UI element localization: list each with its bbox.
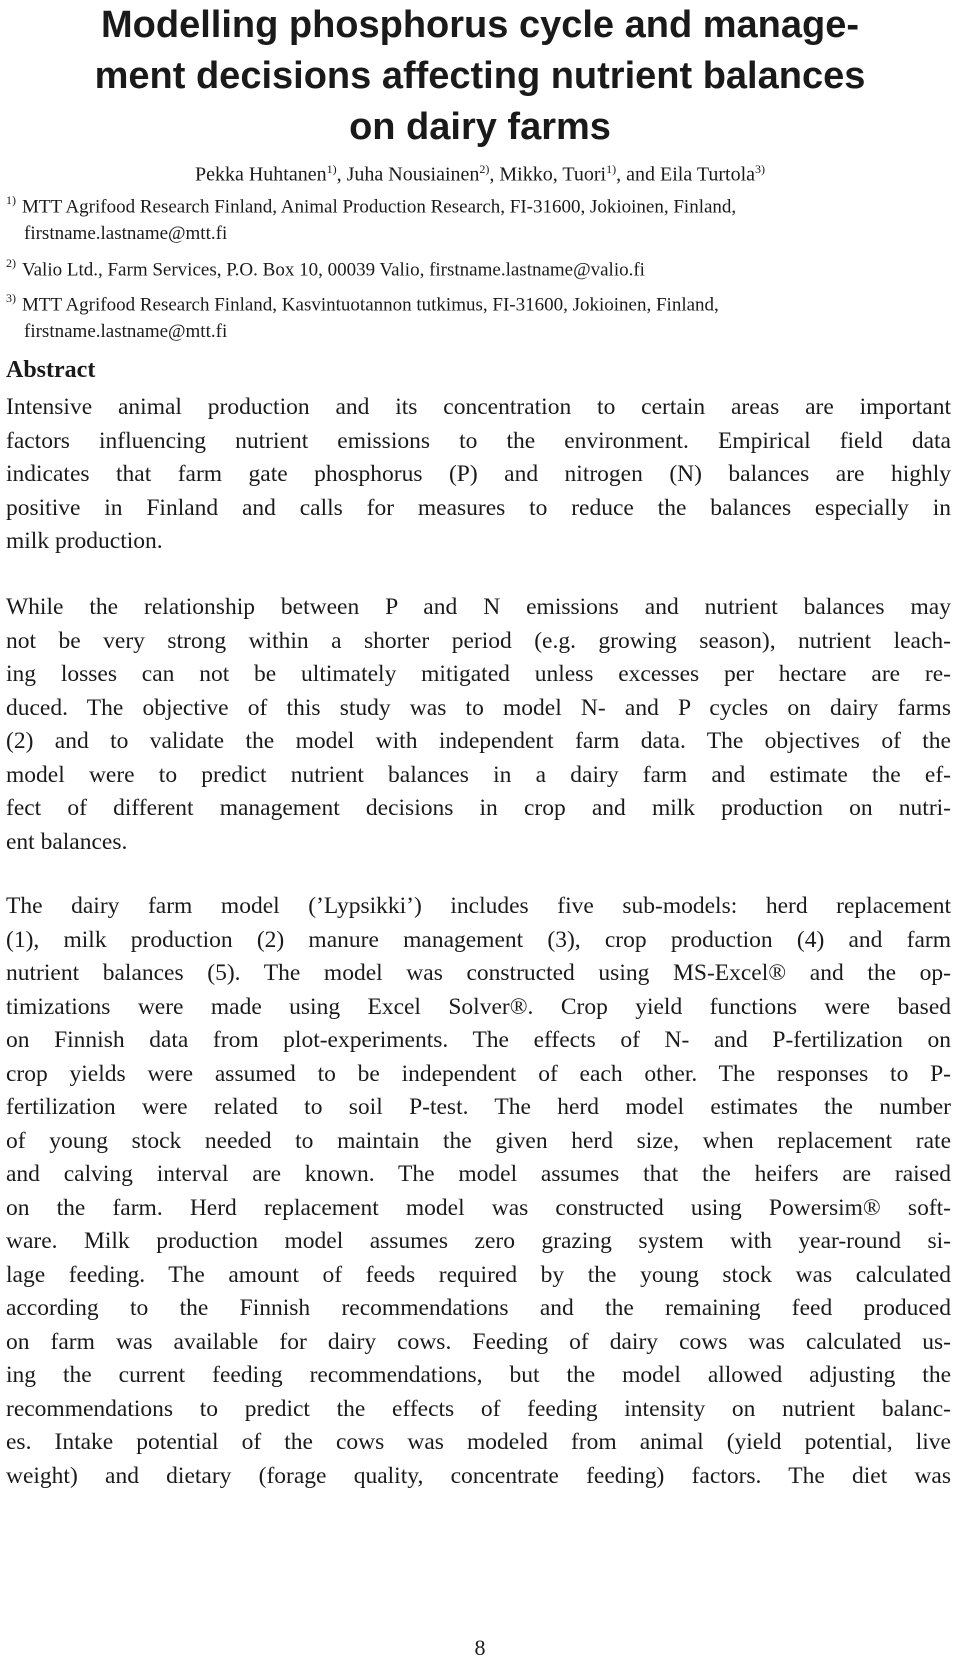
author-name: , and Eila Turtola bbox=[616, 163, 755, 186]
text-line: lage feeding. The amount of feeds required by the young stock was calculated bbox=[6, 1261, 951, 1288]
text-line: ing losses can not be ultimately mitigated unless excesses per hectare are re- bbox=[6, 661, 951, 687]
author-list bbox=[0, 162, 960, 187]
affiliation-text: Valio Ltd., Farm Services, P.O. Box 10, 00039 Valio, firstname.lastname@valio.fi bbox=[22, 259, 645, 281]
text-line: duced. The objective of this study was to model N- and P cycles on dairy farms bbox=[6, 694, 951, 721]
text-line: ing the current feeding recommendations, but the model allowed adjusting the bbox=[6, 1362, 951, 1388]
text-line: on Finnish data from plot-experiments. The effects of N- and P-fertilization on bbox=[6, 1027, 951, 1053]
title-line: on dairy farms bbox=[349, 106, 611, 148]
title-line: ment decisions affecting nutrient balances bbox=[94, 55, 866, 97]
text-line: not be very strong within a shorter period (e.g. growing season), nutrient leach- bbox=[6, 627, 951, 654]
text-line: according to the Finnish recommendations and the remaining feed produced bbox=[6, 1295, 951, 1321]
text-line: (2) and to validate the model with independent farm data. The objectives of the bbox=[6, 728, 951, 754]
text-line: Intensive animal production and its concentration to certain areas are important bbox=[6, 394, 951, 420]
text-line: While the relationship between P and N emissions and nutrient balances may bbox=[6, 594, 951, 620]
text-line: (1), milk production (2) manure management (3), crop production (4) and farm bbox=[6, 926, 951, 953]
abstract-paragraph-2 bbox=[6, 591, 951, 859]
text-line: indicates that farm gate phosphorus (P) and nitrogen (N) balances are highly bbox=[6, 461, 951, 487]
author-name: , Mikko, Tuori bbox=[489, 163, 607, 186]
affiliation-3 bbox=[6, 286, 951, 345]
abstract-paragraph-3 bbox=[6, 890, 951, 1493]
text-line: weight) and dietary (forage quality, concentrate feeding) factors. The diet was bbox=[6, 1462, 951, 1489]
text-line: timizations were made using Excel Solver®. Crop yield functions were based bbox=[6, 993, 951, 1020]
text-line: of young stock needed to maintain the given herd size, when replacement rate bbox=[6, 1127, 951, 1154]
author-name: , Juha Nousiainen bbox=[336, 163, 480, 186]
text-line: nutrient balances (5). The model was constructed using MS-Excel® and the op- bbox=[6, 960, 951, 986]
text-line: factors influencing nutrient emissions to the environment. Empirical field data bbox=[6, 427, 951, 454]
page-number: 8 bbox=[474, 1635, 486, 1660]
text-line: positive in Finland and calls for measures to reduce the balances especially in bbox=[6, 494, 951, 521]
author-affil-marker: 2) bbox=[479, 162, 490, 176]
text-line: ware. Milk production model assumes zero grazing system with year-round si- bbox=[6, 1228, 951, 1254]
text-line: fect of different management decisions in crop and milk production on nutri- bbox=[6, 795, 951, 821]
title-line: Modelling phosphorus cycle and manage- bbox=[101, 4, 859, 46]
paper-title bbox=[40, 0, 920, 153]
author-name: Pekka Huhtanen bbox=[194, 163, 327, 186]
text-line: on the farm. Herd replacement model was constructed using Powersim® soft- bbox=[6, 1194, 951, 1221]
affiliation-1 bbox=[6, 188, 951, 247]
affiliation-text: MTT Agrifood Research Finland, Animal Production Research, FI-31600, Jokioinen, Finland, bbox=[22, 196, 737, 218]
text-line: and calving interval are known. The model assumes that the heifers are raised bbox=[6, 1161, 951, 1187]
affiliation-email: firstname.lastname@mtt.fi bbox=[24, 223, 228, 245]
affiliation-number: 2) bbox=[6, 256, 16, 270]
text-line: milk production. bbox=[6, 528, 163, 554]
text-line: crop yields were assumed to be independent of each other. The responses to P- bbox=[6, 1060, 951, 1087]
text-line: recommendations to predict the effects of feeding intensity on nutrient balanc- bbox=[6, 1395, 951, 1422]
text-line: model were to predict nutrient balances in a dairy farm and estimate the ef- bbox=[6, 761, 951, 788]
affiliation-number: 3) bbox=[6, 291, 16, 305]
text-line: on farm was available for dairy cows. Feeding of dairy cows was calculated us- bbox=[6, 1328, 951, 1355]
affiliation-text: MTT Agrifood Research Finland, Kasvintuotannon tutkimus, FI-31600, Jokioinen, Finland, bbox=[22, 294, 719, 316]
author-affil-marker: 1) bbox=[606, 162, 617, 176]
affiliation-email: firstname.lastname@mtt.fi bbox=[24, 321, 228, 343]
abstract-heading: Abstract bbox=[6, 357, 96, 383]
author-affil-marker: 3) bbox=[755, 162, 765, 176]
affiliation-2 bbox=[6, 251, 951, 283]
text-line: fertilization were related to soil P-test. The herd model estimates the number bbox=[6, 1094, 951, 1120]
text-line: The dairy farm model (’Lypsikki’) includes five sub-models: herd replacement bbox=[6, 893, 951, 919]
text-line: ent balances. bbox=[6, 828, 128, 855]
text-line: es. Intake potential of the cows was modeled from animal (yield potential, live bbox=[6, 1429, 951, 1455]
affiliation-number: 1) bbox=[6, 193, 16, 207]
author-affil-marker: 1) bbox=[326, 162, 337, 176]
abstract-paragraph-1 bbox=[6, 391, 951, 559]
